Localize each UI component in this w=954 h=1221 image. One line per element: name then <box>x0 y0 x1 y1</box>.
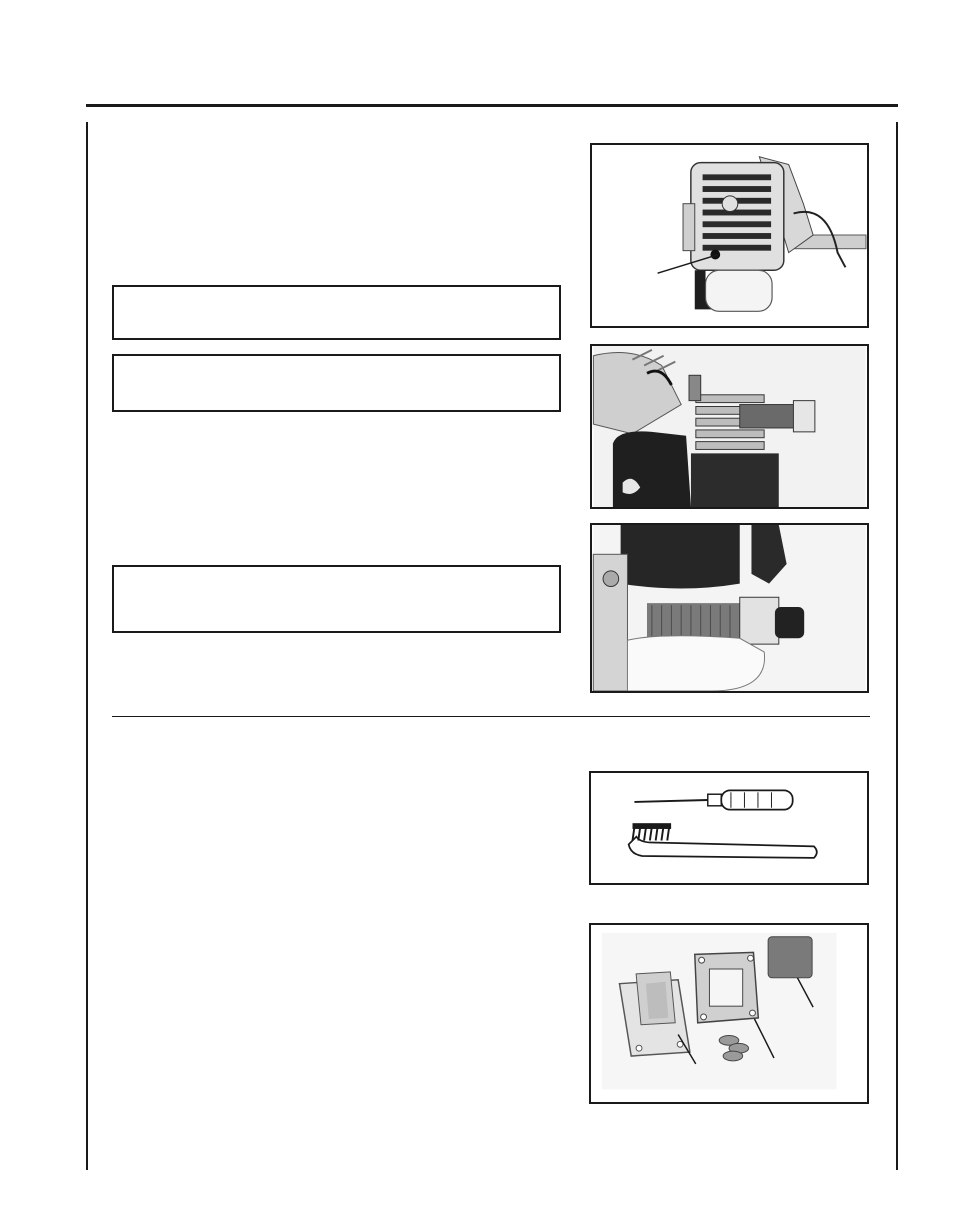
fuel-tank-area-cleaning-photo <box>590 523 869 693</box>
tools-drawing <box>591 773 867 883</box>
cover-illustration <box>592 145 867 326</box>
note-box-1 <box>112 285 561 340</box>
section-divider <box>112 716 870 717</box>
cylinder-illustration <box>592 346 867 507</box>
tank-area-illustration <box>592 525 867 691</box>
right-margin-rule <box>896 122 898 1170</box>
cover-part <box>619 972 689 1056</box>
left-margin-rule <box>86 122 88 1170</box>
note-box-2 <box>112 354 561 412</box>
screen-part <box>768 937 812 978</box>
tools-illustration <box>589 771 869 885</box>
note-box-3 <box>112 565 561 633</box>
gasket-part <box>695 952 759 1022</box>
top-rule <box>86 104 898 107</box>
spark-arrestor-parts-photo <box>589 923 869 1104</box>
cylinder-fins-cleaning-photo <box>590 344 869 509</box>
cooling-fins-cover-photo <box>590 143 869 328</box>
parts-illustration <box>591 925 867 1102</box>
